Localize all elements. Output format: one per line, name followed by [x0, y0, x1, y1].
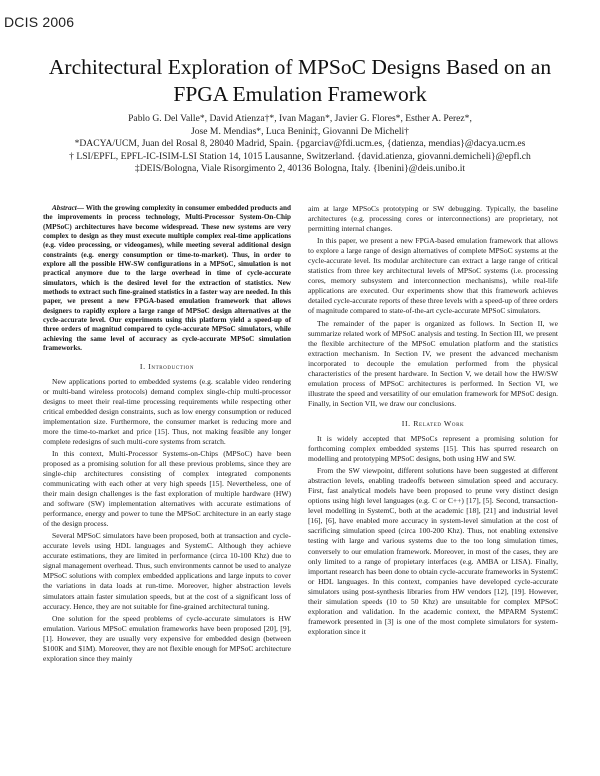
section-heading-related-work: II. Related Work	[401, 418, 465, 428]
abstract-lead: Abstract	[52, 204, 77, 212]
author-names-line-1: Pablo G. Del Valle*, David Atienza†*, Ivan Magan*, Javier G. Flores*, Esther A. Perez*,	[128, 113, 472, 124]
affiliation-ucm: *DACYA/UCM, Juan del Rosal 8, 28040 Madrid, Spain. {pgarciav@fdi.ucm.es, {datienza, mendias}@dacya.ucm.es	[74, 138, 526, 150]
paragraph: The remainder of the paper is organized as follows. In Section II, we summarize related work of MPSoC analysis and testing. In Section III, we present the flexible architecture of the MPSoC emulation platform and the statistics extraction mechanism. In Section IV, we present the advanced mechanism incorporated to decouple the emulation performed from the physical characteristics of the present hardware. In Section V, we detail how the HW/SW emulation process of MPSoC architectures is performed. In Section VI, we illustrate the speed and versatility of our emulation framework for MPSoC design. Finally, in Section VII, we draw our conclusions.	[308, 318, 558, 408]
paragraph: In this paper, we present a new FPGA-based emulation framework that allows to explore a large range of design alternatives of complete MPSoC systems at the cycle-accurate level. Its modular architecture can extract a large range of critical statistics from three key architectural levels of MPSoC systems (i.e. processing cores, memory subsystem and interconnection mechanisms), while real-life applications are executed. Our experiments show that this framework achieves detailed cycle-accurate reports of these three levels with a speed-up of three orders of magnitude compared to state-of-the-art cycle-accurate MPSoC simulators.	[308, 236, 558, 316]
right-column	[308, 204, 558, 639]
section-heading-introduction: I. Introduction	[139, 361, 195, 371]
paragraph: aim at large MPSoCs prototyping or SW debugging. Typically, the baseline architectures (e.g. processing cores or interconnections) are proprietary, not permitting internal changes.	[308, 204, 558, 234]
title-line-2: FPGA Emulation Framework	[173, 82, 427, 106]
paper-title	[40, 54, 560, 108]
affiliation-epfl: † LSI/EPFL, EPFL-IC-ISIM-LSI Station 14, 1015 Lausanne, Switzerland. {david.atienza, giovanni.demicheli}@epfl.ch	[69, 150, 531, 162]
abstract-text: — With the growing complexity in consumer embedded products and the improvements in process technology, Multi-Processor System-On-Chip (MPSoC) architectures have become widespread. These new systems are very complex to design as they must execute multiple complex real-time applications (e.g. video processing, or videogames), while meeting several additional design constraints (e.g. energy consumption or time-to-market). Thus, in order to explore all the possible HW-SW configurations in a MPSoC, simulation is not practical anymore due to the large overhead in time of cycle-accurate simulators, which is the desired level for the extraction of statistics. New methods to extract such fine-grained statistics in a faster way are needed. In this paper, we present a new FPGA-based emulation framework that allows designers to rapidly explore a large range of MPSoC design alternatives at the cycle-accurate level. Our experiments using this platform yield a speed-up of three orders of magnitud compared to cycle-accurate MPSoC simulators, while achieving the same level of accuracy as cycle-accurate MPSoC simulation frameworks.	[43, 204, 291, 353]
author-names-line-2: Jose M. Mendias*, Luca Benini‡, Giovanni De Micheli†	[191, 125, 409, 137]
paragraph: In this context, Multi-Processor Systems-on-Chips (MPSoC) have been proposed as a promising solution for all these previous problems, since they are single-chip architectures consisting of complex integrated components communicating with each other at very high speeds [15]. Nevertheless, one of their main design challenges is the fast exploration of multiple hardware (HW) and software (SW) implementation alternatives with accurate estimations of performance, energy and power to tune the MPSoC architecture in an early stage of the design process.	[43, 448, 291, 529]
author-block	[20, 113, 580, 176]
paragraph: It is widely accepted that MPSoCs represent a promising solution for forthcoming complex embedded systems [15]. This has spurred research on modelling and prototyping MPSoC designs, both using HW and SW.	[308, 433, 558, 464]
paragraph: From the SW viewpoint, different solutions have been suggested at different abstraction levels, enabling tradeoffs between simulation speed and accuracy. First, fast analytical models have been proposed to prune very distinct design options using high level languages (e.g. C or C++) [17], [5]. Second, transaction-level modelling in SystemC, both at the academic [18], [21] and industrial level [16], [6], have enabled more accuracy in system-level simulation at the cost of sacrificing simulation speed (circa 100-200 Khz). Thus, not enabling extensive testing with large and various systems due to the too long simulation times, conversely to our emulation framework. Moreover, in most of the cases, they are only limited to a range of propietary interfaces (e.g. AMBA or LISA). Finally, important research has been done to obtain cycle-accurate frameworks in SystemC or HDL languages. In this context, companies have developed cycle-accurate simulators using post-synthesis libraries from HW vendors [12], [19]. However, their simulation speeds (10 to 50 Khz) are unsuitable for complex MPSoC exploration and validation. In the academic context, the MPARM SystemC framework presented in [3] is one of the most complete simulators for system-exploration since it	[308, 466, 558, 636]
paragraph: New applications ported to embedded systems (e.g. scalable video rendering or multi-band wireless protocols) demand complex single-chip multi-processor designs to meet their real-time processing requirements while respecting other critical embedded design constraints, such as low energy consumption or reduced implementation size. Furthermore, the consumer market is reducing more and more the time-to-market and price [15]. Thus, not making feasible any longer complete redesigns of such multi-core systems from scratch.	[43, 376, 291, 446]
affiliation-bologna: ‡DEIS/Bologna, Viale Risorgimento 2, 40136 Bologna, Italy. {lbenini}@deis.unibo.it	[134, 163, 466, 175]
left-column	[43, 204, 291, 666]
abstract	[43, 204, 291, 354]
conference-tag: DCIS 2006	[4, 14, 75, 30]
title-line-1: Architectural Exploration of MPSoC Designs Based on an	[48, 55, 552, 79]
paragraph: Several MPSoC simulators have been proposed, both at transaction and cycle-accurate levels using HDL languages and SystemC. Although they achieve accurate estimations, they are limited in performance (circa 10-100 Khz) due to signal management overhead. Thus, such environments cannot be used to analyze MPSoC solutions with complex embedded applications and large inputs to cover the variations in data loads at run-time. Moreover, higher abstraction levels simulators attain faster simulation speeds, but at the cost of a significant loss of accuracy. Hence, they are not suitable for fine-grained architectural tuning.	[43, 531, 291, 611]
paragraph: One solution for the speed problems of cycle-accurate simulators is HW emulation. Various MPSoC emulation frameworks have been proposed [20], [9], [1]. However, they are usually very expensive for embedded design (between $100K and $1M). Moreover, they are not flexible enough for MPSoC architecture exploration since they mainly	[43, 613, 291, 663]
